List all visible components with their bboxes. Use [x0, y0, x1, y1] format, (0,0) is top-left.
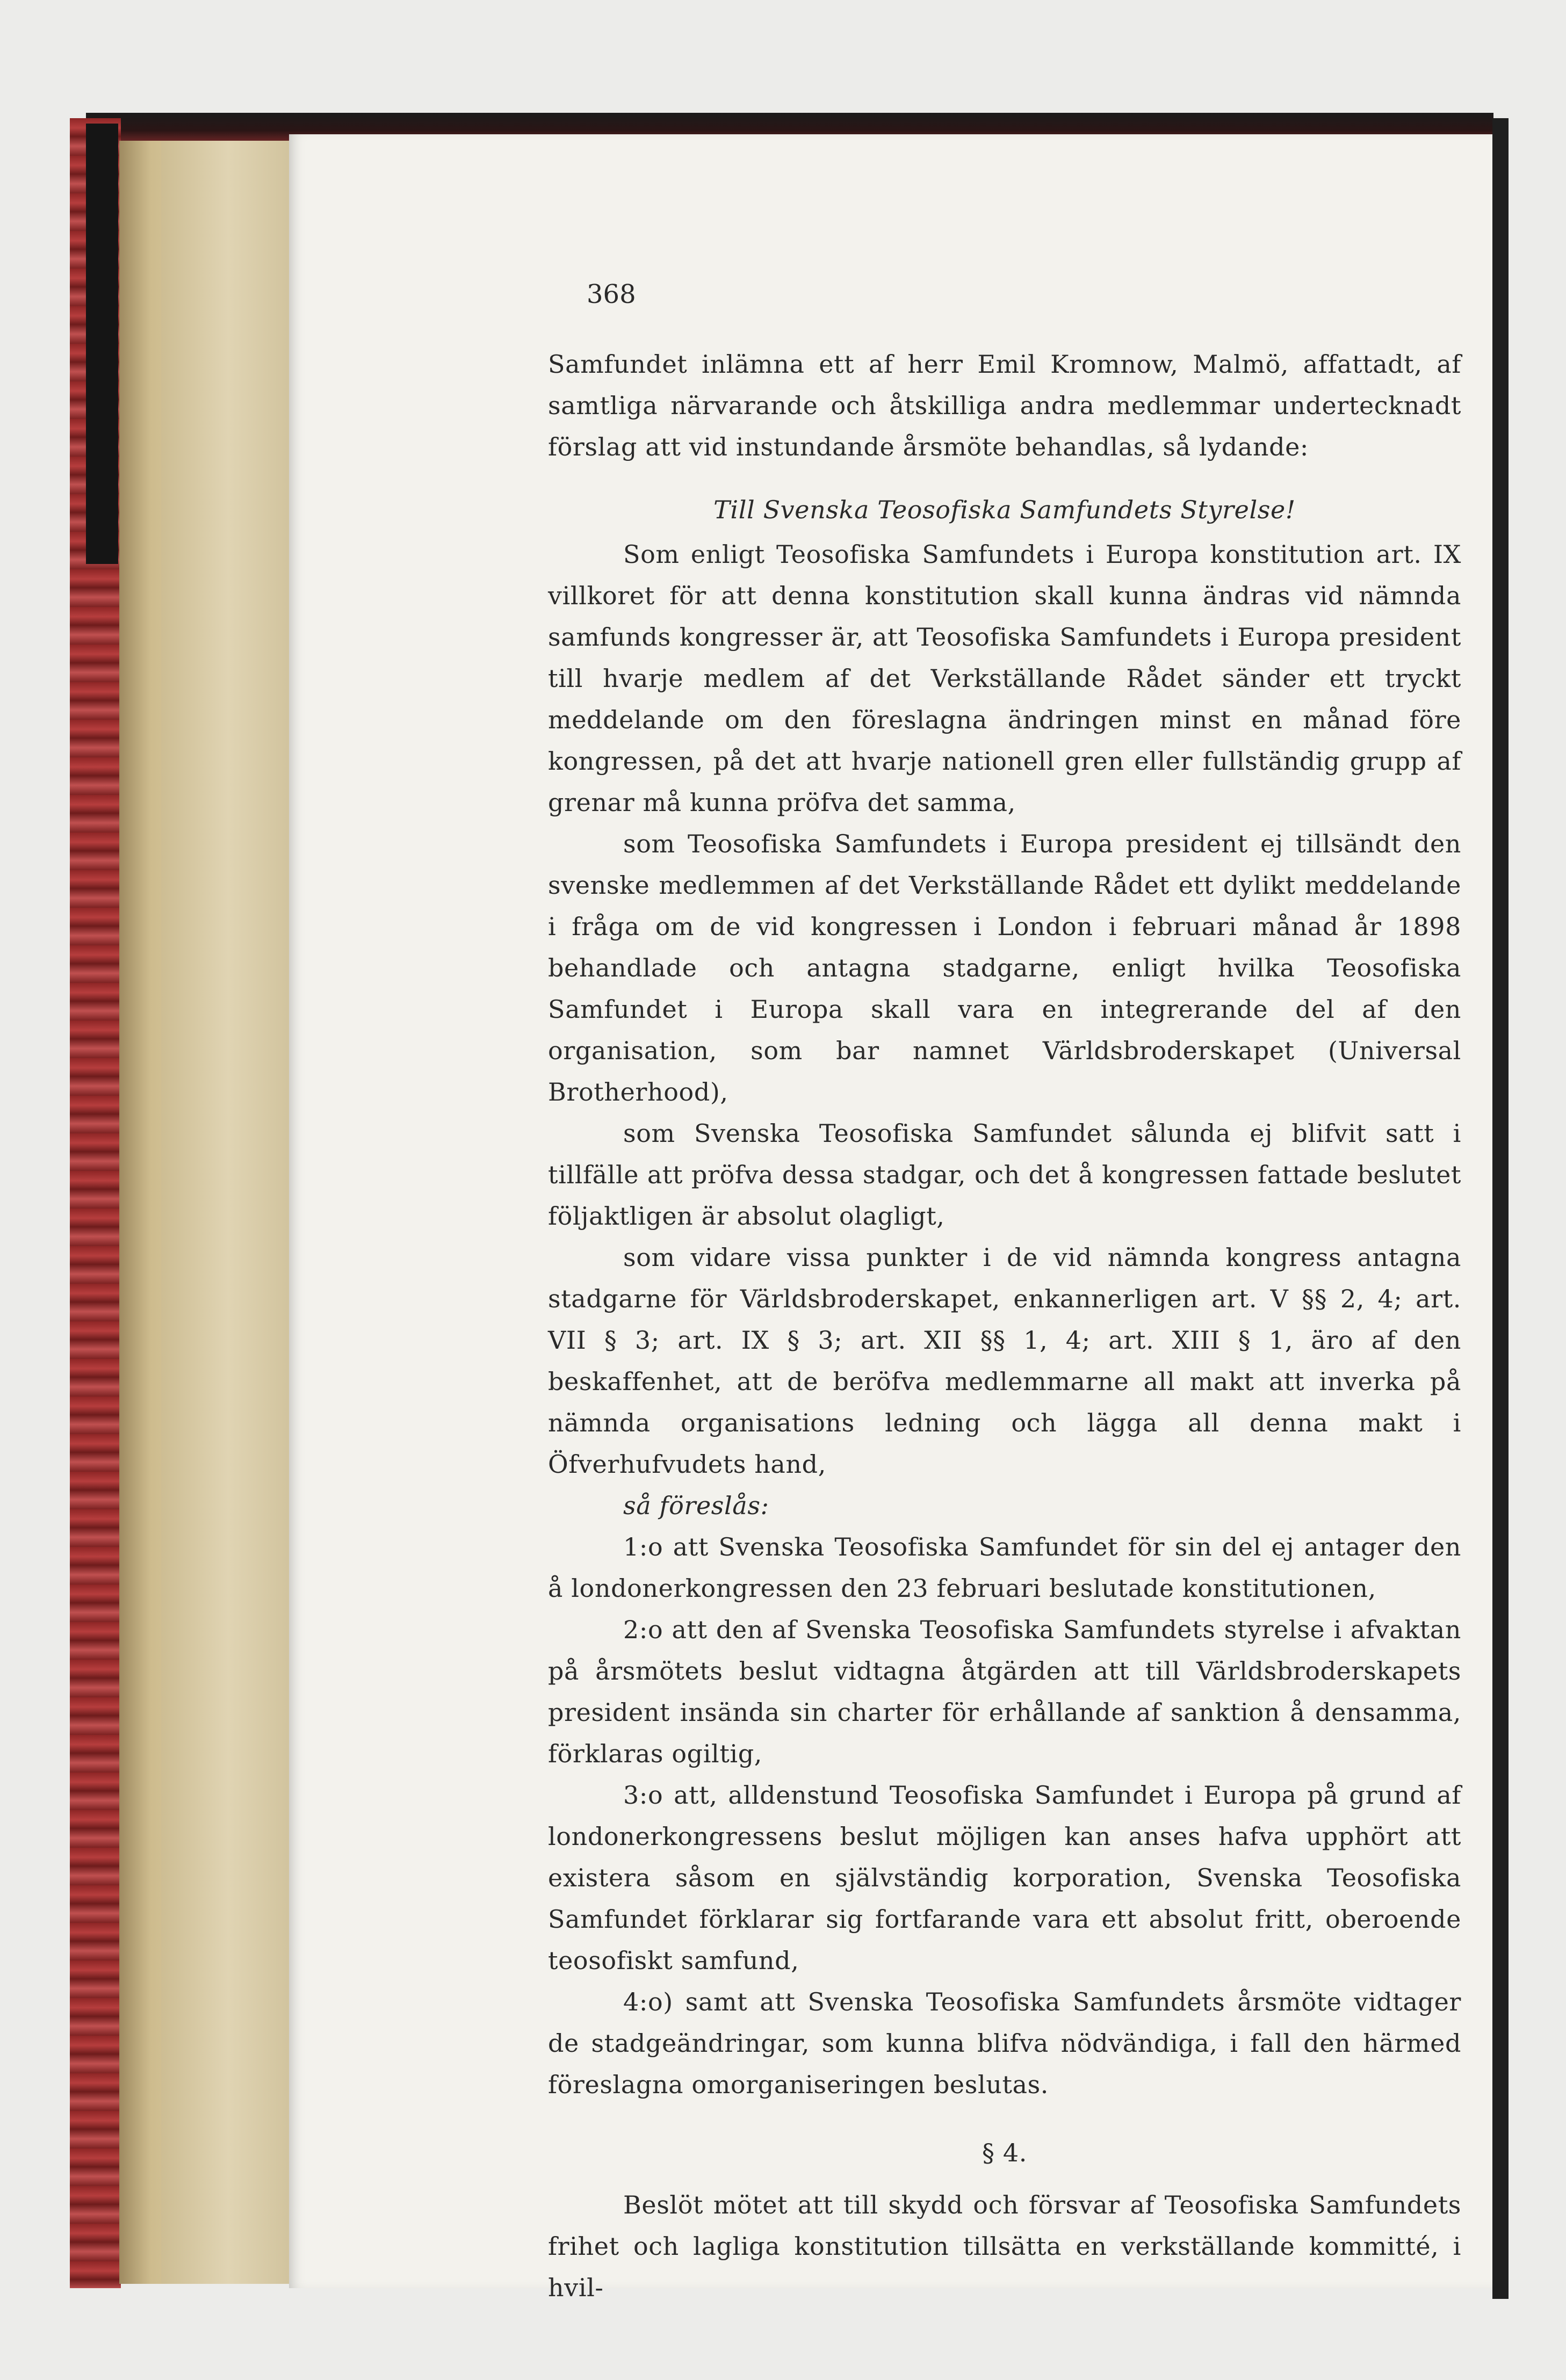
paragraph-som-4: som vidare vissa punkter i de vid nämnda kongress antagna stadgarne för Världsbroderskapet, enkannerligen art. V §§ 2, 4; art. VII § 3; art. IX § 3; art. XII §§ 1, 4; art. XIII § 1, äro af den beskaffenhet, att de beröfva medlemmarne all makt att inverka på nämnda organisations ledning och lägga all denna makt i Öfverhufvudets hand,: [548, 1243, 1461, 1479]
paragraph-point-1: 1:o att Svenska Teosofiska Samfundet för sin del ej antager den å londonerkongressen den 23 februari beslutade konstitutionen,: [548, 1532, 1461, 1603]
paragraph-som-2: som Teosofiska Samfundets i Europa president ej tillsändt den svenske medlemmen af det Verkställande Rådet ett dylikt meddelande i fråga om de vid kongressen i London i februari månad år 1898 behandlade och antagna stadgarne, enligt hvilka Teosofiska Samfundet i Europa skall vara en integrerande del af den organisation, som bar namnet Världsbroderskapet (Universal Brotherhood),: [548, 829, 1461, 1106]
page-text: [548, 344, 1461, 2309]
paragraph-foreslas: så föreslås:: [623, 1491, 769, 1520]
paragraph-final: Beslöt mötet att till skydd och försvar af Teosofiska Samfundets frihet och lagliga konstitution tillsätta en verkställande kommitté, i hvil-: [548, 2190, 1461, 2302]
paragraph-som-3: som Svenska Teosofiska Samfundet sålunda ej blifvit satt i tillfälle att pröfva dessa stadgar, och det å kongressen fattade beslutet följaktligen är absolut olagligt,: [548, 1119, 1461, 1231]
paragraph-point-3: 3:o att, alldenstund Teosofiska Samfundet i Europa på grund af londonerkongressens beslut möjligen kan anses hafva upphört att existera såsom en självständig korporation, Svenska Teosofiska Samfundet förklarar sig fortfarande vara ett absolut fritt, oberoende teosofiskt samfund,: [548, 1781, 1461, 1975]
paragraph-point-2: 2:o att den af Svenska Teosofiska Samfundets styrelse i afvaktan på årsmötets beslut vidtagna åtgärden att till Världsbroderskapets president insända sin charter för erhållande af sanktion å densamma, förklaras ogiltig,: [548, 1615, 1461, 1768]
address-heading: Till Svenska Teosofiska Samfundets Styrelse!: [713, 495, 1296, 524]
page-number: 368: [587, 279, 636, 309]
paragraph-point-4: 4:o) samt att Svenska Teosofiska Samfundets årsmöte vidtager de stadgeändringar, som kunna blifva nödvändiga, i fall den härmed föreslagna omorganiseringen beslutas.: [548, 1987, 1461, 2099]
page-stack-inner: [161, 141, 295, 2284]
paragraph-intro: Samfundet inlämna ett af herr Emil Kromnow, Malmö, affattadt, af samtliga närvarande och åtskilliga andra medlemmar undertecknadt förslag att vid instundande årsmöte behandlas, så lydande:: [548, 350, 1461, 461]
section-heading: § 4.: [982, 2138, 1027, 2167]
book-right-edge: [1492, 118, 1509, 2299]
book-spine-dark: [86, 124, 118, 564]
paragraph-som-1: Som enligt Teosofiska Samfundets i Europa konstitution art. IX villkoret för att denna konstitution skall kunna ändras vid nämnda samfunds kongresser är, att Teosofiska Samfundets i Europa president till hvarje medlem af det Verkställande Rådet sänder ett tryckt meddelande om den föreslagna ändringen minst en månad före kongressen, på det att hvarje nationell gren eller fullständig grupp af grenar må kunna pröfva det samma,: [548, 540, 1461, 817]
